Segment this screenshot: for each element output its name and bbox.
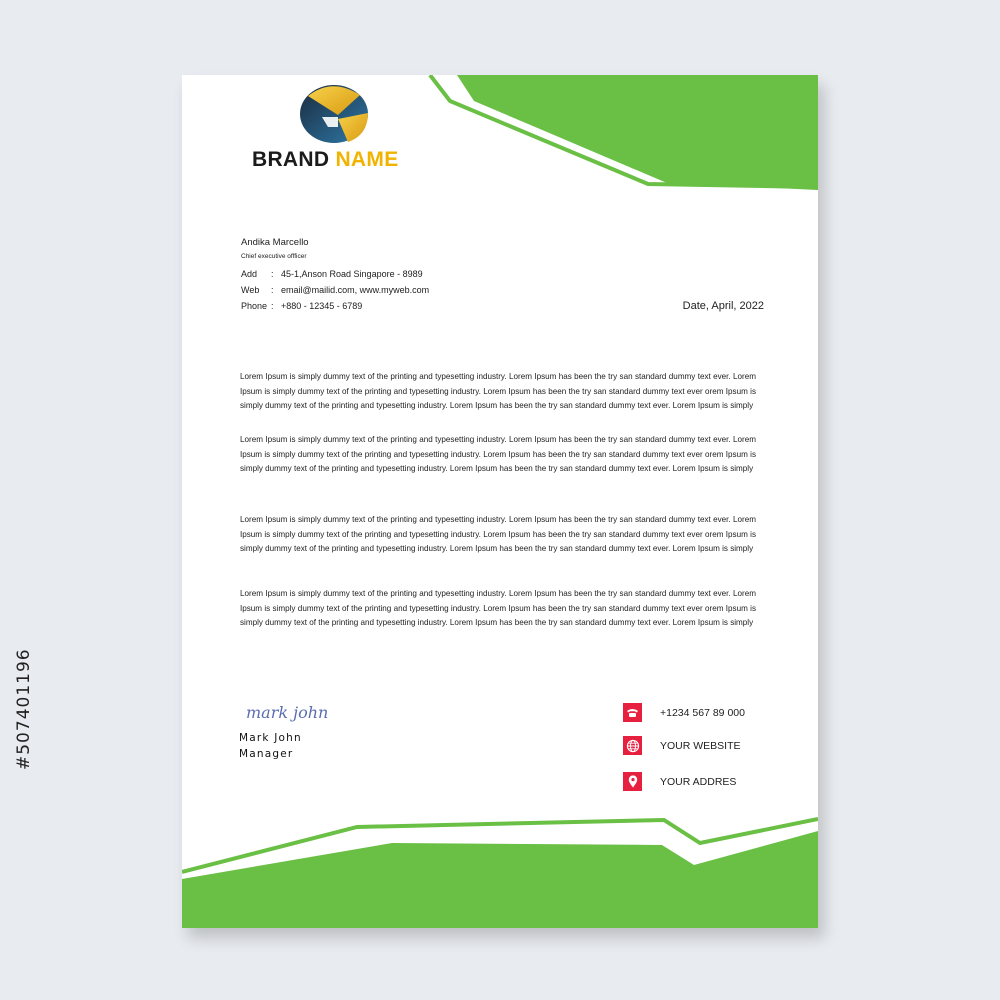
brand-name-first: BRAND	[252, 148, 336, 171]
phone-value: +880 - 12345 - 6789	[281, 301, 363, 311]
web-label: Web	[241, 285, 260, 295]
sender-name: Andika Marcello	[241, 237, 309, 248]
signatory-name: Mark John	[239, 732, 302, 744]
letterhead-page	[182, 75, 818, 928]
sender-address-row: Add : 45-1,Anson Road Singapore - 8989	[241, 266, 429, 282]
sender-title: Chief executive offficer	[241, 253, 307, 260]
contact-phone-item	[623, 703, 745, 722]
contact-address-item	[623, 772, 736, 791]
web-value: email@mailid.com, www.myweb.com	[281, 285, 430, 295]
brand-logo-icon	[298, 83, 370, 145]
body-paragraph-2: Lorem Ipsum is simply dummy text of the printing and typesetting industry. Lorem Ipsum has been the try san standard dummy text ever. Lorem Ipsum is simply dummy text of the printing and typesetting industry. Lorem Ipsum has been the try san standard dummy text ever orem Ipsum is simply dummy text of the printing and typesetting industry. Lorem Ipsum has been the try san standard dummy text ever. Lorem Ipsum is simply	[240, 435, 756, 473]
address-value: 45-1,Anson Road Singapore - 8989	[281, 269, 423, 279]
phone-label: Phone	[241, 301, 268, 311]
green-footer-decoration	[182, 75, 818, 928]
location-pin-icon	[623, 772, 642, 791]
letter-date: Date, April, 2022	[682, 300, 764, 312]
address-label: Add	[241, 269, 258, 279]
body-paragraph-1: Lorem Ipsum is simply dummy text of the printing and typesetting industry. Lorem Ipsum has been the try san standard dummy text ever. Lorem Ipsum is simply dummy text of the printing and typesetting industry. Lorem Ipsum has been the try san standard dummy text ever orem Ipsum is simply dummy text of the printing and typesetting industry. Lorem Ipsum has been the try san standard dummy text ever. Lorem Ipsum is simply	[240, 372, 756, 410]
contact-website-item	[623, 736, 741, 755]
sender-web-row: Web : email@mailid.com, www.myweb.com	[241, 282, 429, 298]
body-paragraph-3: Lorem Ipsum is simply dummy text of the printing and typesetting industry. Lorem Ipsum has been the try san standard dummy text ever. Lorem Ipsum is simply dummy text of the printing and typesetting industry. Lorem Ipsum has been the try san standard dummy text ever orem Ipsum is simply dummy text of the printing and typesetting industry. Lorem Ipsum has been the try san standard dummy text ever. Lorem Ipsum is simply	[240, 515, 756, 553]
signatory-role: Manager	[239, 748, 294, 760]
sender-phone-row: Phone : +880 - 12345 - 6789	[241, 298, 429, 314]
stock-id: #507401196	[14, 648, 34, 770]
body-paragraph-4: Lorem Ipsum is simply dummy text of the printing and typesetting industry. Lorem Ipsum has been the try san standard dummy text ever. Lorem Ipsum is simply dummy text of the printing and typesetting industry. Lorem Ipsum has been the try san standard dummy text ever orem Ipsum is simply dummy text of the printing and typesetting industry. Lorem Ipsum has been the try san standard dummy text ever. Lorem Ipsum is simply	[240, 589, 756, 627]
phone-icon	[623, 703, 642, 722]
contact-website-text: YOUR WEBSITE	[660, 739, 741, 752]
contact-address-text: YOUR ADDRES	[660, 775, 737, 788]
globe-icon	[623, 736, 642, 755]
contact-phone-text: +1234 567 89 000	[660, 706, 745, 719]
brand-name-second: NAME	[335, 148, 399, 171]
brand-name	[252, 148, 399, 172]
handwritten-signature: mark john	[246, 703, 329, 722]
sender-block	[241, 235, 429, 314]
